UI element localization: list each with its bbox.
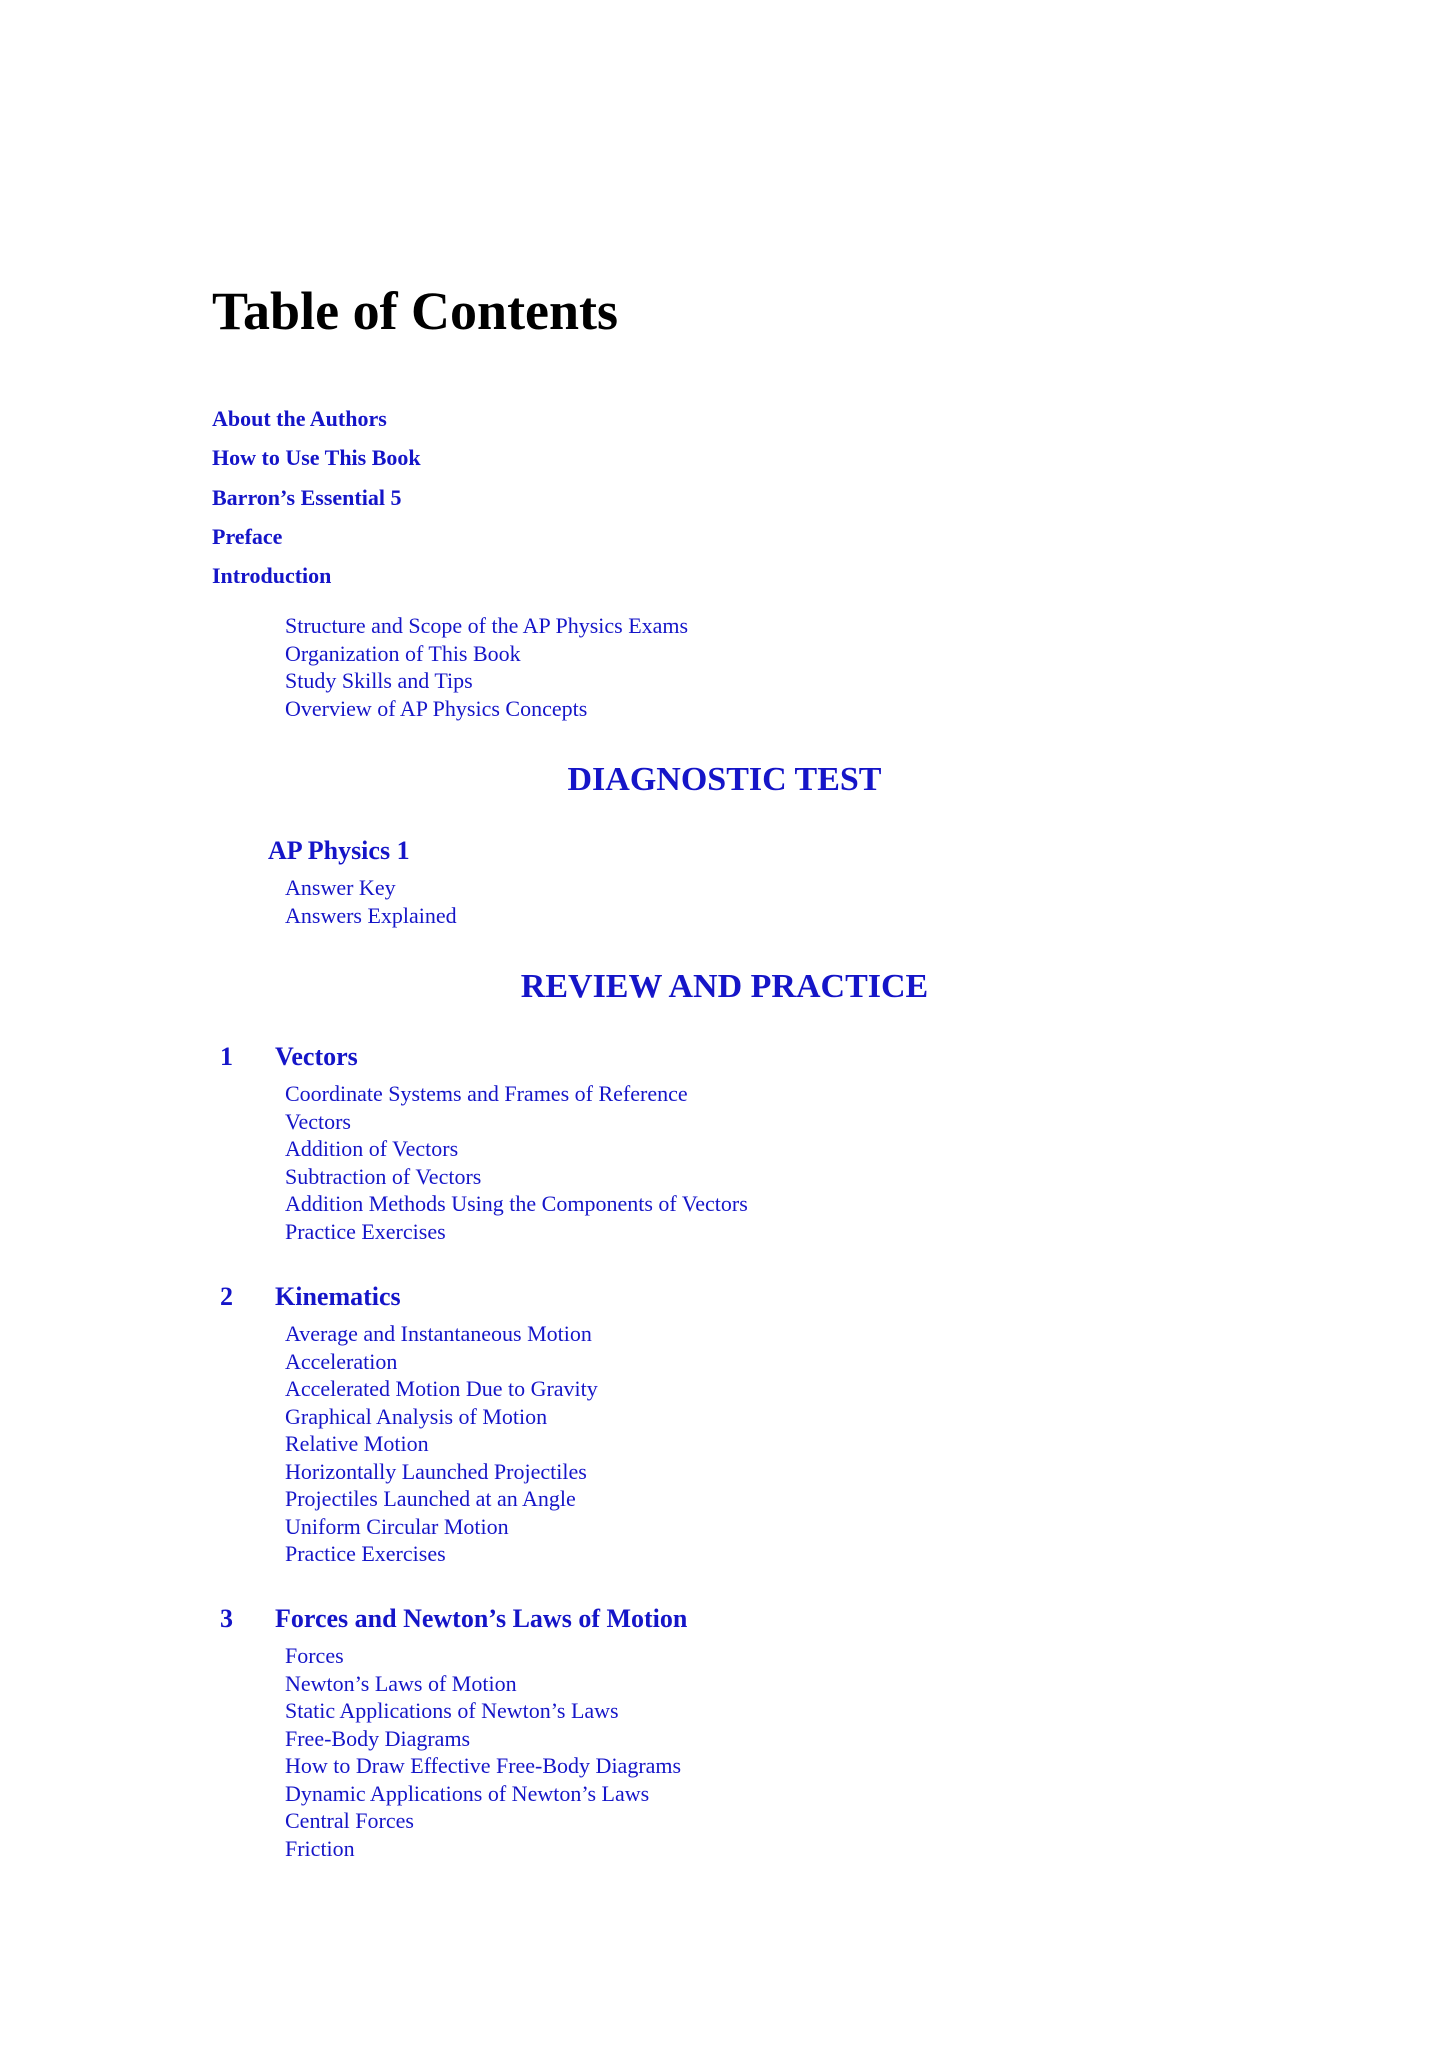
toc-link-introduction[interactable]: Introduction [212,563,332,589]
toc-link-preface[interactable]: Preface [212,523,283,549]
page-title: Table of Contents [212,281,619,341]
toc-link-study-skills-and-tips[interactable]: Study Skills and Tips [285,668,473,693]
toc-link-structure-and-scope[interactable]: Structure and Scope of the AP Physics Exams [285,613,689,638]
toc-link-section[interactable]: Vectors [285,1108,351,1134]
toc-link-answers-explained[interactable]: Answers Explained [285,902,457,928]
chapter-sections [285,1642,681,1862]
toc-link-section[interactable]: Addition of Vectors [285,1136,459,1161]
chapter-3 [212,1602,688,1862]
toc-link-organization-of-this-book[interactable]: Organization of This Book [285,640,521,666]
toc-link-section[interactable]: Free-Body Diagrams [285,1725,471,1751]
chapter-heading [212,1602,688,1642]
toc-link-section[interactable]: Addition Methods Using the Components of Vectors [285,1191,748,1216]
chapter-number: 2 [220,1282,233,1311]
chapter-heading [212,1280,598,1320]
toc-link-section[interactable]: Practice Exercises [285,1218,446,1244]
toc-link-section[interactable]: Average and Instantaneous Motion [285,1321,592,1346]
introduction-sections [285,612,688,722]
toc-link-section[interactable]: Acceleration [285,1348,398,1374]
toc-link-section[interactable]: Friction [285,1835,355,1861]
toc-link-barrons-essential-5[interactable]: Barron’s Essential 5 [212,484,402,510]
toc-link-section[interactable]: Dynamic Applications of Newton’s Laws [285,1780,650,1806]
toc-link-section[interactable]: Relative Motion [285,1431,429,1456]
toc-link-section[interactable]: Practice Exercises [285,1541,446,1566]
toc-link-section[interactable]: Graphical Analysis of Motion [285,1403,548,1429]
toc-link-section[interactable]: Forces [285,1643,344,1668]
chapter-1 [212,1040,748,1245]
toc-link-how-to-use-this-book[interactable]: How to Use This Book [212,445,421,471]
chapter-sections [285,1080,748,1245]
toc-link-section[interactable]: Newton’s Laws of Motion [285,1670,517,1696]
toc-link-section[interactable]: How to Draw Effective Free-Body Diagrams [285,1753,682,1778]
toc-link-section[interactable]: Uniform Circular Motion [285,1513,509,1539]
chapter-heading [212,1040,748,1080]
chapter-title-link[interactable]: Forces and Newton’s Laws of Motion [275,1604,688,1633]
toc-link-answer-key[interactable]: Answer Key [285,875,396,900]
toc-link-section[interactable]: Accelerated Motion Due to Gravity [285,1376,598,1401]
toc-link-ap-physics-1[interactable]: AP Physics 1 [268,836,410,865]
diagnostic-sections [285,874,457,929]
chapter-2 [212,1280,598,1568]
chapter-title-link[interactable]: Kinematics [275,1282,401,1311]
toc-link-section[interactable]: Horizontally Launched Projectiles [285,1458,587,1484]
toc-link-section[interactable]: Central Forces [285,1808,414,1833]
part-heading-review-and-practice[interactable]: REVIEW AND PRACTICE [520,968,929,1005]
toc-link-about-the-authors[interactable]: About the Authors [212,406,387,431]
chapter-number: 1 [220,1042,233,1071]
chapter-sections [285,1320,598,1568]
toc-link-section[interactable]: Static Applications of Newton’s Laws [285,1698,619,1723]
toc-link-section[interactable]: Subtraction of Vectors [285,1163,482,1189]
chapter-number: 3 [220,1604,233,1633]
toc-link-overview-of-ap-physics-concepts[interactable]: Overview of AP Physics Concepts [285,695,588,721]
toc-link-section[interactable]: Projectiles Launched at an Angle [285,1486,576,1511]
front-matter-list [212,406,421,602]
toc-link-section[interactable]: Coordinate Systems and Frames of Reference [285,1081,688,1106]
part-heading-diagnostic-test[interactable]: DIAGNOSTIC TEST [567,761,882,798]
chapter-title-link[interactable]: Vectors [275,1042,358,1071]
